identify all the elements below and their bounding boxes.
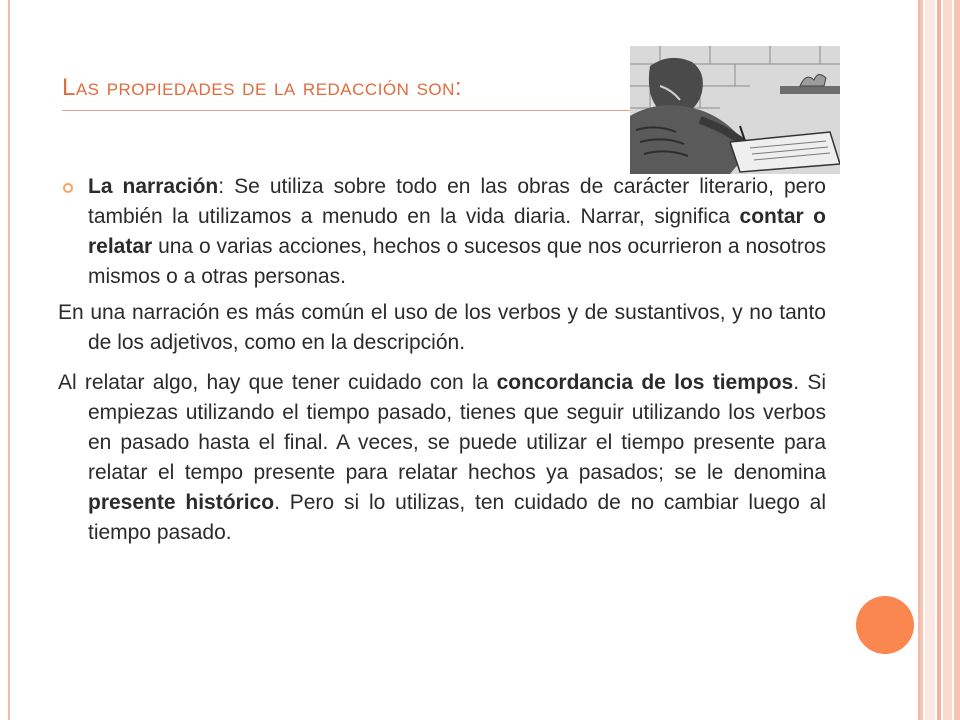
text-segment: una o varias acciones, hechos o sucesos que nos ocurrieron a nosotros mismos o a otras personas. [88,235,826,288]
stripe [937,0,941,720]
bullet-paragraph [58,172,826,292]
writer-illustration [630,46,840,174]
paragraph-concordancia [58,368,826,548]
paragraph-verbos: En una narración es más común el uso de los verbos y de sustantivos, y no tanto de los adjetivos, como en la descripción. [58,301,826,354]
decorative-border-stripes [920,0,960,720]
slide-title: Las propiedades de la redacción son: [62,74,463,101]
slide-body [58,172,826,554]
bullet-icon [63,183,73,193]
bold-segment: concordancia de los tiempos [496,371,794,394]
term-narracion: La narración [88,175,219,198]
decorative-circle [856,596,914,654]
bold-segment: presente histórico [88,491,275,514]
text-segment: . Si empiezas utilizando el tiempo pasado, tienes que seguir utilizando los verbos en pasado hasta el final. A veces, se puede utilizar el tiempo presente para relatar el tempo presente para relatar hechos ya pasados; se le denomina [88,371,826,484]
text-segment: . Pero si lo utilizas, ten cuidado de no cambiar luego al tiempo pasado. [88,491,826,544]
title-underline [62,110,642,111]
stripe [925,0,935,720]
bold-segment: contar o relatar [88,205,826,258]
text-segment: Al relatar algo, hay que tener cuidado con la [58,371,497,394]
stripe [943,0,952,720]
stripe [920,0,923,720]
stripe [954,0,960,720]
shelf [780,86,840,94]
text-segment: : Se utiliza sobre todo en las obras de carácter literario, pero también la utilizamos a menudo en la vida diaria. Narrar, significa [88,175,826,228]
